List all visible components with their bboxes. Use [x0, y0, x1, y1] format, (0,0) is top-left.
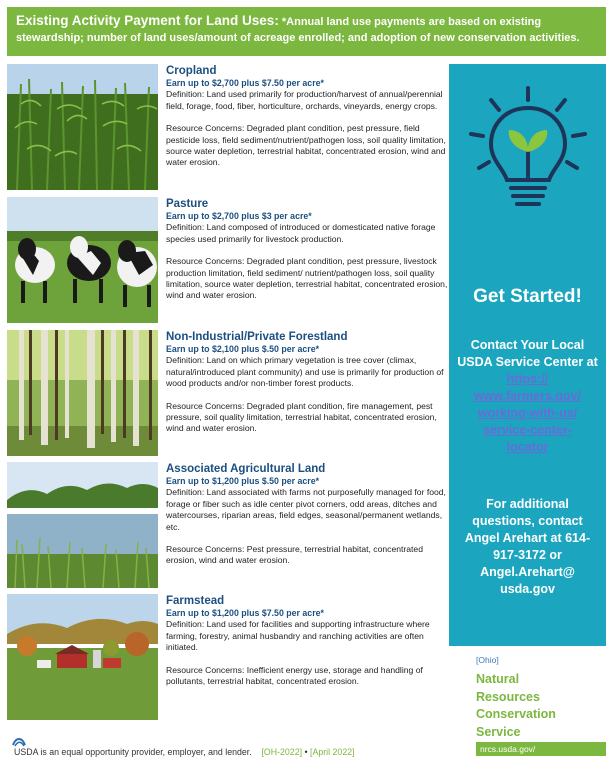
get-started-heading: Get Started! [473, 286, 582, 307]
payment-rate: Earn up to $2,700 plus $3 per acre* [166, 211, 312, 221]
land-use-title: Pasture [166, 198, 209, 210]
land-use-farmstead [7, 594, 447, 722]
footer [14, 747, 355, 757]
farmstead-photo [7, 594, 158, 720]
payment-rate: Earn up to $2,700 plus $7.50 per acre* [166, 78, 324, 88]
page-header [7, 7, 606, 56]
document-date: [April 2022] [310, 747, 355, 757]
agency-url[interactable]: nrcs.usda.gov/ [476, 742, 606, 756]
land-use-pasture [7, 197, 447, 325]
pasture-text [166, 197, 448, 302]
resource-concerns: Resource Concerns: Degraded plant condition, pest pressure, livestock production limitation, field sediment/ nutrient/pathogen loss, soil quality limitation, source water depletion, terrestrial habitat, concentrated erosion, wind and water erosion. [166, 256, 448, 301]
definition: Definition: Land used for facilities and supporting infrastructure where farming, forestry, animal husbandry and ranching activities are often initiated. [166, 619, 430, 653]
cropland-photo [7, 64, 158, 190]
cropland-text [166, 64, 448, 169]
state-label: [Ohio] [476, 655, 499, 665]
forestland-text [166, 330, 448, 435]
document-code: [OH-2022] [261, 747, 303, 757]
associated-ag-text [166, 462, 448, 567]
land-use-associated-ag [7, 462, 447, 590]
payment-rate: Earn up to $1,200 plus $7.50 per acre* [166, 608, 324, 618]
resource-concerns: Resource Concerns: Degraded plant condition, pest pressure, field pesticide loss, field sediment/nutrient/pathogen loss, soil quality limitation, source water depletion, terrestrial habitat, concentrated erosion, wind and water erosion. [166, 123, 446, 168]
definition: Definition: Land composed of introduced or domesticated native forage species used primarily for livestock production. [166, 222, 436, 244]
land-use-title: Associated Agricultural Land [166, 463, 326, 475]
contact-person: For additional questions, contact Angel Arehart at 614-917-3172 or Angel.Arehart@ usda.gov [464, 497, 591, 596]
resource-concerns: Resource Concerns: Inefficient energy use, storage and handling of pollutants, terrestrial habitat, concentrated erosion. [166, 664, 423, 687]
definition: Definition: Land on which primary vegetation is tree cover (climax, natural/introduced plant community) and use is primarily for production of wood products and/or non-timber forest products. [166, 355, 444, 389]
land-use-title: Cropland [166, 65, 217, 77]
lightbulb-with-leaves-icon [449, 84, 606, 214]
associated-ag-photo [7, 462, 158, 588]
land-use-forestland [7, 330, 447, 458]
equal-opportunity-statement: USDA is an equal opportunity provider, employer, and lender. [14, 747, 252, 757]
definition: Definition: Land used primarily for production/harvest of annual/perennial field, forage, food, fiber, horticulture, orchards, vineyards, energy crops. [166, 89, 443, 111]
farmstead-text [166, 594, 448, 687]
forestland-photo [7, 330, 158, 456]
payment-rate: Earn up to $1,200 plus $.50 per acre* [166, 476, 320, 486]
resource-concerns: Resource Concerns: Pest pressure, terrestrial habitat, concentrated erosion, wind and water erosion. [166, 544, 423, 566]
contact-text: Contact Your Local USDA Service Center at [457, 338, 598, 369]
land-use-cropland [7, 64, 447, 192]
definition: Definition: Land associated with farms not purposefully managed for food, forage or fiber such as idle center pivot corners, odd areas, ditches and watercourses, riparian areas, field edges, seasonal/permanent wetlands, etc. [166, 487, 446, 532]
pasture-photo [7, 197, 158, 323]
resource-concerns: Resource Concerns: Degraded plant condition, fire management, pest pressure, soil quality limitation, terrestrial habitat, concentrated erosion, wind and water erosion. [166, 400, 437, 434]
payment-rate: Earn up to $2,100 plus $.50 per acre* [166, 344, 320, 354]
header-title: Existing Activity Payment for Land Uses: [16, 13, 279, 28]
agency-name: Natural Resources Conservation Service [476, 672, 556, 739]
land-use-title: Non-Industrial/Private Forestland [166, 331, 348, 343]
footer-separator: • [304, 747, 308, 757]
service-center-locator-link[interactable]: https:// www.farmers.gov/ working-with-us/ service-center- locator [473, 372, 582, 454]
contact-service-center [457, 337, 598, 456]
get-started-panel [449, 64, 606, 646]
land-use-title: Farmstead [166, 595, 225, 607]
header-note: *Annual land use payments are based on existing stewardship; number of land uses/amount of acreage enrolled; and adoption of new conservation activities. [16, 16, 580, 44]
